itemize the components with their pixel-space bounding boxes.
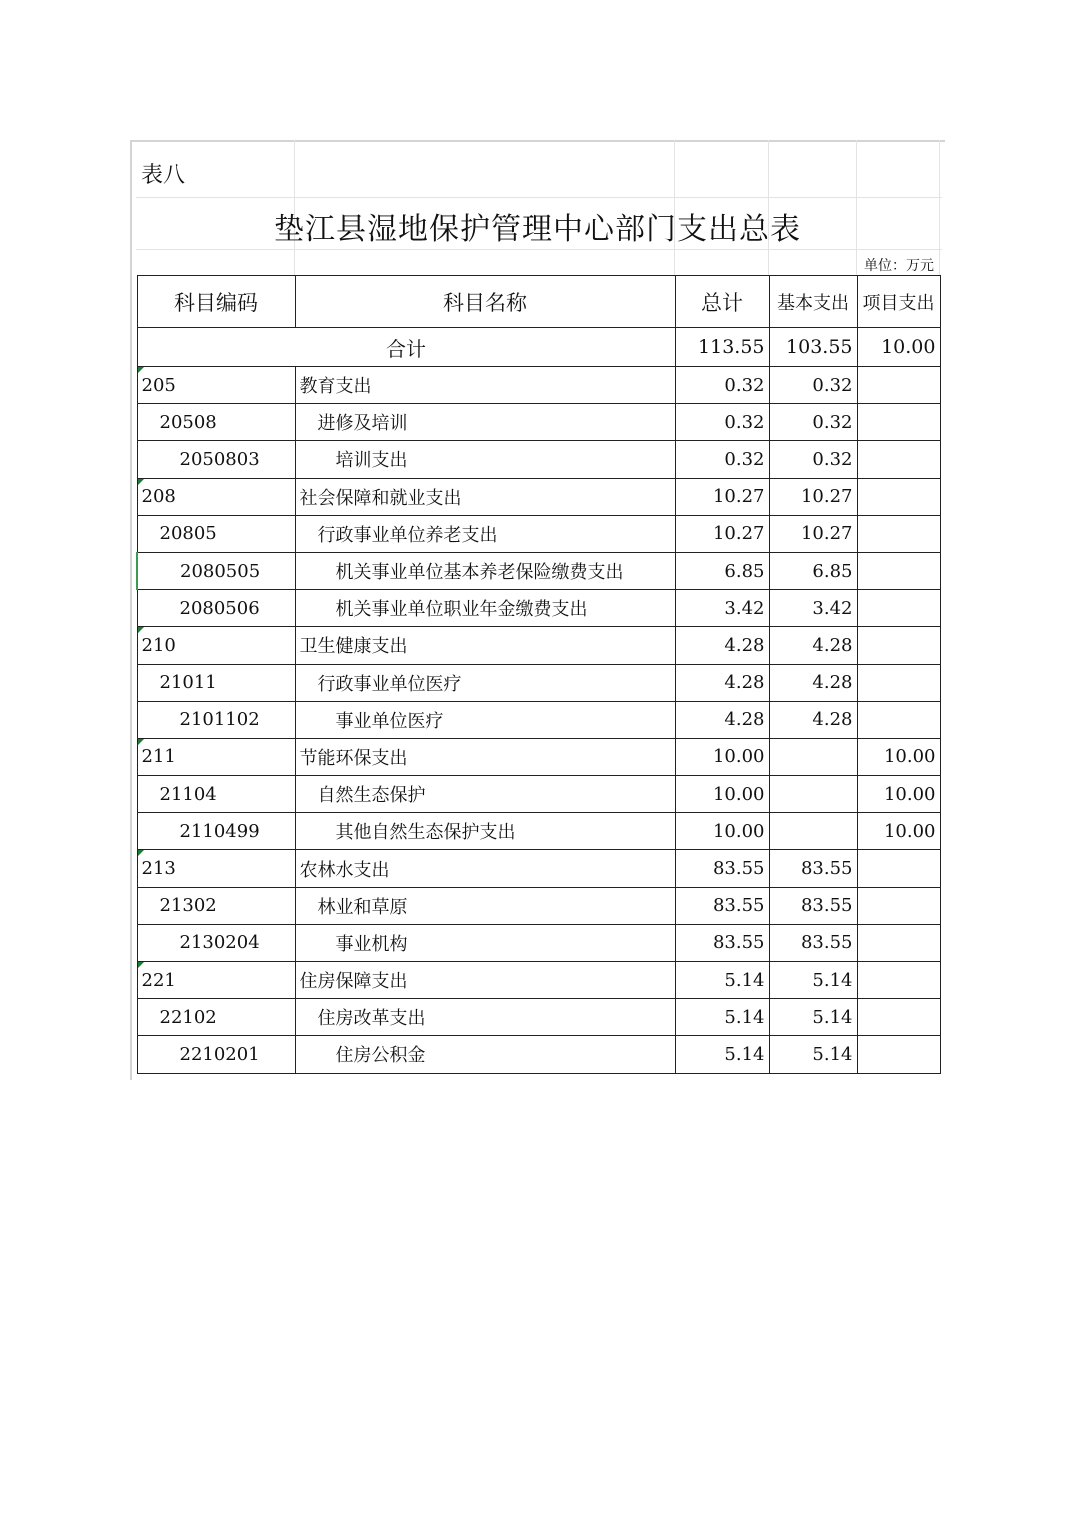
row-total: 0.32	[675, 404, 769, 441]
row-name: 机关事业单位职业年金缴费支出	[295, 590, 675, 627]
row-code: 21302	[137, 887, 295, 924]
summary-basic: 103.55	[769, 328, 857, 367]
table-row	[137, 590, 940, 627]
row-project	[857, 367, 940, 404]
row-name: 林业和草原	[295, 887, 675, 924]
row-name: 农林水支出	[295, 850, 675, 887]
table-row	[137, 627, 940, 664]
header-row	[137, 276, 940, 328]
row-total: 5.14	[675, 962, 769, 999]
row-code: 21104	[137, 776, 295, 813]
unit-label: 单位：万元	[864, 258, 934, 274]
row-project	[857, 664, 940, 701]
row-basic: 5.14	[769, 999, 857, 1036]
row-code: 22102	[137, 999, 295, 1036]
row-code: 2050803	[137, 441, 295, 478]
row-project: 10.00	[857, 813, 940, 850]
table-label: 表八	[141, 163, 186, 188]
row-basic: 5.14	[769, 962, 857, 999]
table-row	[137, 701, 940, 738]
row-basic: 0.32	[769, 441, 857, 478]
row-total: 6.85	[675, 552, 769, 589]
row-project: 10.00	[857, 776, 940, 813]
table-row	[137, 404, 940, 441]
table-row	[137, 478, 940, 515]
row-name: 教育支出	[295, 367, 675, 404]
row-code: 2210201	[137, 1036, 295, 1073]
table-row	[137, 1036, 940, 1073]
row-name: 行政事业单位养老支出	[295, 515, 675, 552]
row-name: 行政事业单位医疗	[295, 664, 675, 701]
row-project	[857, 590, 940, 627]
gridline	[939, 140, 940, 276]
gridline	[136, 249, 942, 250]
row-code: 221	[137, 962, 295, 999]
header-total: 总计	[675, 276, 769, 328]
row-total: 0.32	[675, 441, 769, 478]
table-row	[137, 664, 940, 701]
row-basic: 83.55	[769, 924, 857, 961]
row-project	[857, 404, 940, 441]
summary-label: 合计	[137, 328, 675, 367]
row-total: 83.55	[675, 924, 769, 961]
table-row	[137, 887, 940, 924]
table-row	[137, 441, 940, 478]
row-basic: 0.32	[769, 367, 857, 404]
table-row	[137, 924, 940, 961]
header-code: 科目编码	[137, 276, 295, 328]
row-total: 10.00	[675, 813, 769, 850]
row-project	[857, 850, 940, 887]
row-basic	[769, 776, 857, 813]
table-row	[137, 367, 940, 404]
table-row	[137, 552, 940, 589]
summary-row	[137, 328, 940, 367]
row-total: 3.42	[675, 590, 769, 627]
row-project	[857, 924, 940, 961]
row-project	[857, 441, 940, 478]
row-name: 事业单位医疗	[295, 701, 675, 738]
row-total: 83.55	[675, 887, 769, 924]
header-name: 科目名称	[295, 276, 675, 328]
row-name: 节能环保支出	[295, 738, 675, 775]
row-project	[857, 999, 940, 1036]
row-name: 事业机构	[295, 924, 675, 961]
row-basic: 4.28	[769, 701, 857, 738]
row-total: 4.28	[675, 627, 769, 664]
row-basic: 0.32	[769, 404, 857, 441]
row-total: 10.00	[675, 776, 769, 813]
header-project: 项目支出	[857, 276, 940, 328]
row-code: 213	[137, 850, 295, 887]
row-total: 83.55	[675, 850, 769, 887]
row-name: 卫生健康支出	[295, 627, 675, 664]
row-name: 住房保障支出	[295, 962, 675, 999]
row-basic	[769, 813, 857, 850]
row-name: 社会保障和就业支出	[295, 478, 675, 515]
row-total: 10.27	[675, 515, 769, 552]
row-basic: 83.55	[769, 887, 857, 924]
table-row	[137, 738, 940, 775]
table-row	[137, 962, 940, 999]
row-code: 20508	[137, 404, 295, 441]
expenditure-table	[136, 275, 941, 1074]
row-code: 2101102	[137, 701, 295, 738]
row-total: 10.00	[675, 738, 769, 775]
row-code: 2130204	[137, 924, 295, 961]
row-total: 4.28	[675, 701, 769, 738]
row-basic: 6.85	[769, 552, 857, 589]
row-basic: 83.55	[769, 850, 857, 887]
table-row	[137, 850, 940, 887]
row-total: 5.14	[675, 999, 769, 1036]
row-basic: 10.27	[769, 515, 857, 552]
row-basic: 3.42	[769, 590, 857, 627]
row-code: 2080505	[137, 552, 295, 589]
row-name: 进修及培训	[295, 404, 675, 441]
row-total: 5.14	[675, 1036, 769, 1073]
row-total: 10.27	[675, 478, 769, 515]
summary-project: 10.00	[857, 328, 940, 367]
row-project	[857, 478, 940, 515]
row-project	[857, 627, 940, 664]
table-row	[137, 515, 940, 552]
row-name: 自然生态保护	[295, 776, 675, 813]
row-basic: 4.28	[769, 664, 857, 701]
header-basic: 基本支出	[769, 276, 857, 328]
row-project	[857, 515, 940, 552]
page-title: 垫江县湿地保护管理中心部门支出总表	[274, 212, 801, 247]
row-name: 住房公积金	[295, 1036, 675, 1073]
table-row	[137, 813, 940, 850]
row-total: 0.32	[675, 367, 769, 404]
row-name: 其他自然生态保护支出	[295, 813, 675, 850]
row-project	[857, 701, 940, 738]
row-code: 20805	[137, 515, 295, 552]
row-code: 210	[137, 627, 295, 664]
row-project	[857, 962, 940, 999]
table-row	[137, 999, 940, 1036]
row-basic: 10.27	[769, 478, 857, 515]
row-project: 10.00	[857, 738, 940, 775]
row-basic: 4.28	[769, 627, 857, 664]
row-code: 205	[137, 367, 295, 404]
row-code: 2110499	[137, 813, 295, 850]
row-project	[857, 552, 940, 589]
row-basic: 5.14	[769, 1036, 857, 1073]
summary-total: 113.55	[675, 328, 769, 367]
table-row	[137, 776, 940, 813]
row-project	[857, 1036, 940, 1073]
gridline	[136, 197, 942, 198]
row-code: 2080506	[137, 590, 295, 627]
row-name: 培训支出	[295, 441, 675, 478]
row-total: 4.28	[675, 664, 769, 701]
row-name: 机关事业单位基本养老保险缴费支出	[295, 552, 675, 589]
row-basic	[769, 738, 857, 775]
row-code: 21011	[137, 664, 295, 701]
row-project	[857, 887, 940, 924]
row-name: 住房改革支出	[295, 999, 675, 1036]
row-code: 211	[137, 738, 295, 775]
row-code: 208	[137, 478, 295, 515]
